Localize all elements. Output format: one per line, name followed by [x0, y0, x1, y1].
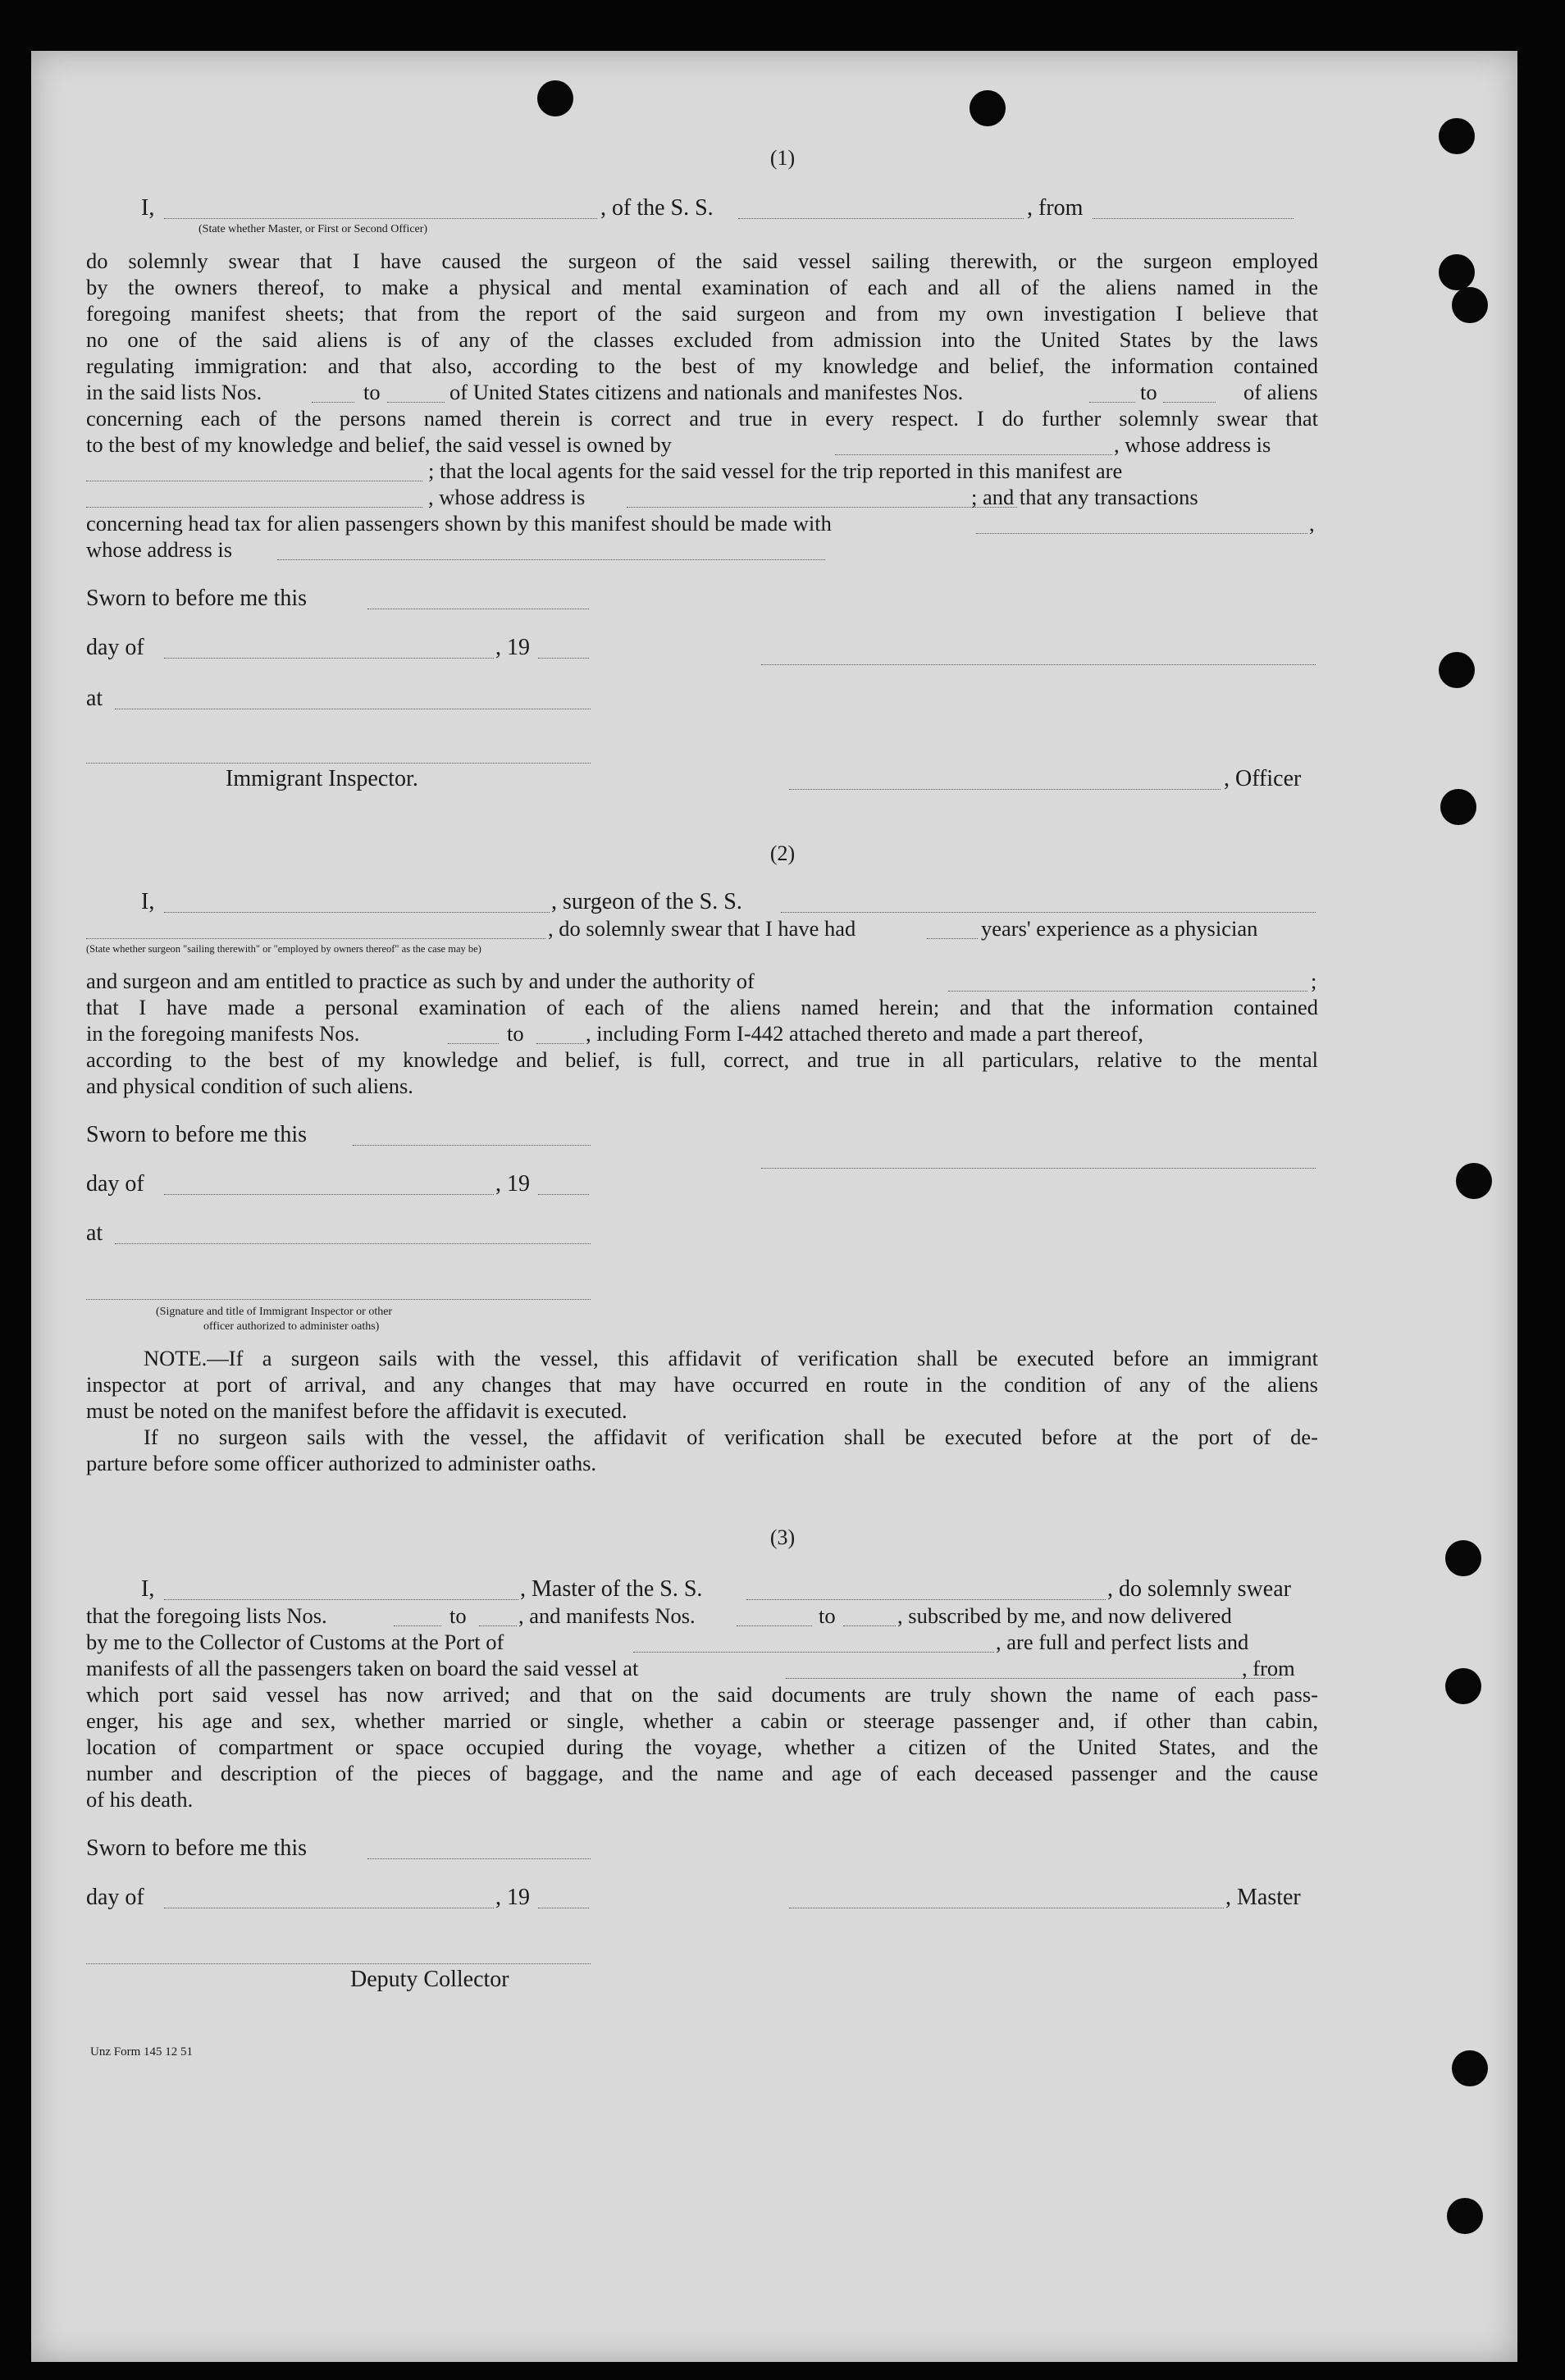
section-1-number: (1) — [769, 146, 796, 170]
s3-manifests-to-field[interactable] — [843, 1625, 896, 1626]
s3-master: , Master — [1225, 1885, 1301, 1910]
s1-whose-address: , whose address is — [1114, 432, 1271, 457]
s2-form-i442: , including Form I-442 attached thereto and made a part thereof, — [586, 1021, 1143, 1046]
s1-from: , from — [1027, 195, 1084, 221]
s3-lists-to-field[interactable] — [479, 1625, 517, 1626]
s3-manifests-from-field[interactable] — [737, 1625, 812, 1626]
s2-paragraph-line: that I have made a personal examination of each of the aliens named herein; and that the information contained — [86, 995, 1318, 1019]
s1-agents-address-field[interactable] — [627, 507, 1017, 508]
s2-years-field[interactable] — [927, 938, 978, 939]
punch-hole — [1439, 652, 1475, 688]
section-3-number: (3) — [769, 1525, 796, 1549]
s3-to-2: to — [819, 1603, 836, 1628]
s1-i: I, — [141, 195, 155, 221]
s1-note: (State whether Master, or First or Second Officer) — [198, 223, 428, 235]
s3-lists-nos: that the foregoing lists Nos. — [86, 1603, 327, 1628]
s2-note-line-last: must be noted on the manifest before the affidavit is executed. — [86, 1398, 627, 1423]
s2-surgeon-type-field[interactable] — [86, 938, 545, 939]
s3-vessel-field[interactable] — [746, 1599, 1106, 1600]
s2-sig-caption-2: officer authorized to administer oaths) — [203, 1320, 380, 1333]
s2-i: I, — [141, 889, 155, 914]
form-identifier: Unz Form 145 12 51 — [90, 2045, 193, 2059]
s3-sworn: Sworn to before me this — [86, 1835, 308, 1861]
s1-agents-address-label: , whose address is — [428, 485, 586, 509]
s3-master-name-field[interactable] — [164, 1599, 518, 1600]
s1-paragraph-line: regulating immigration: and that also, according to the best of my knowledge and belief, the information contained — [86, 353, 1318, 378]
s2-authority-field[interactable] — [948, 991, 1307, 992]
s3-full-perfect: , are full and perfect lists and — [996, 1630, 1249, 1654]
s3-boarding-port-field[interactable] — [786, 1678, 1281, 1679]
s2-day-of: day of — [86, 1171, 144, 1197]
s3-paragraph-line: location of compartment or space occupied during the voyage, whether a citizen of the United States, and the — [86, 1735, 1318, 1759]
s2-note: (State whether surgeon "sailing therewith" or "employed by owners thereof" as the case may be) — [86, 943, 481, 955]
s1-owned-by: to the best of my knowledge and belief, the said vessel is owned by — [86, 432, 672, 457]
s1-whose-address-2: whose address is — [86, 537, 233, 562]
s2-manifests-nos: in the foregoing manifests Nos. — [86, 1021, 360, 1046]
s1-inspector-signature-field[interactable] — [86, 763, 591, 764]
s1-head-tax-address-field[interactable] — [277, 559, 825, 560]
s3-paragraph-line: enger, his age and sex, whether married or single, whether a cabin or steerage passenger and, if other than cabin, — [86, 1708, 1318, 1733]
punch-hole — [970, 90, 1006, 126]
s3-port-field[interactable] — [633, 1652, 994, 1653]
s2-to: to — [507, 1021, 524, 1046]
s2-year: , 19 — [495, 1171, 530, 1197]
s3-subscribed: , subscribed by me, and now delivered — [897, 1603, 1232, 1628]
s3-swear: , do solemnly swear — [1107, 1576, 1291, 1602]
s2-authority: and surgeon and am entitled to practice as such by and under the authority of — [86, 969, 755, 993]
s1-manifests-from-field[interactable] — [1089, 402, 1135, 403]
s1-head-tax-field[interactable] — [976, 533, 1307, 534]
s2-surgeon-of: , surgeon of the S. S. — [551, 889, 742, 914]
s2-surgeon-signature-field[interactable] — [761, 1168, 1316, 1169]
s1-year-field[interactable] — [538, 658, 589, 659]
punch-hole — [1447, 2198, 1483, 2234]
s3-lists-from-field[interactable] — [394, 1625, 441, 1626]
s1-immigrant-inspector: Immigrant Inspector. — [226, 766, 418, 791]
s1-at: at — [86, 686, 103, 711]
s1-paragraph-line: foregoing manifest sheets; that from the report of the said surgeon and from my own investigation I believe that — [86, 301, 1318, 326]
s1-lists-to: to — [363, 380, 381, 404]
s1-lists-from-field[interactable] — [312, 402, 354, 403]
s3-deputy-collector: Deputy Collector — [350, 1967, 509, 1992]
s3-manifests-nos: , and manifests Nos. — [518, 1603, 696, 1628]
s1-master-signature-field[interactable] — [761, 664, 1316, 665]
s2-sworn-field[interactable] — [353, 1145, 591, 1146]
s1-of-aliens: of aliens — [1243, 380, 1318, 404]
s1-officer-field[interactable] — [789, 789, 1221, 790]
section-2-number: (2) — [769, 841, 796, 865]
s1-comma: , — [1309, 511, 1315, 536]
s2-manifests-from-field[interactable] — [448, 1043, 499, 1044]
s3-from: , from — [1242, 1656, 1295, 1680]
s1-paragraph-line: by the owners thereof, to make a physical and mental examination of each and all of the aliens named in the — [86, 275, 1318, 299]
punch-hole — [1439, 254, 1475, 290]
s2-inspector-signature-field[interactable] — [86, 1299, 591, 1300]
s1-day-of: day of — [86, 635, 144, 660]
punch-hole — [1445, 1668, 1481, 1704]
s3-paragraph-line: number and description of the pieces of baggage, and the name and age of each deceased passenger and the cause — [86, 1761, 1318, 1785]
s2-note-line: NOTE.—If a surgeon sails with the vessel, this affidavit of verification shall be executed before an immigrant — [144, 1346, 1318, 1370]
s3-paragraph-last: of his death. — [86, 1787, 194, 1812]
s3-deputy-signature-field[interactable] — [86, 1963, 591, 1964]
s2-manifests-to-field[interactable] — [536, 1043, 584, 1044]
s2-years-experience: years' experience as a physician — [981, 916, 1258, 941]
s3-day-of: day of — [86, 1885, 144, 1910]
s3-paragraph-line: which port said vessel has now arrived; and that on the said documents are truly shown the name of each pass- — [86, 1682, 1318, 1707]
s2-sig-caption-1: (Signature and title of Immigrant Inspector or other — [156, 1306, 393, 1318]
s2-day-field[interactable] — [164, 1194, 494, 1195]
s3-to-1: to — [449, 1603, 467, 1628]
s1-of-ss: , of the S. S. — [600, 195, 714, 221]
s1-year: , 19 — [495, 635, 530, 660]
s3-sworn-field[interactable] — [367, 1858, 591, 1859]
s3-collector: by me to the Collector of Customs at the Port of — [86, 1630, 504, 1654]
s2-note-line: If no surgeon sails with the vessel, the affidavit of verification shall be executed before at the port of de- — [144, 1425, 1318, 1449]
s1-citizens: of United States citizens and nationals and manifestes Nos. — [449, 380, 964, 404]
s2-note-line-last: parture before some officer authorized to administer oaths. — [86, 1451, 597, 1475]
s1-from-field[interactable] — [1093, 218, 1294, 219]
s1-transactions: ; and that any transactions — [971, 485, 1198, 509]
s1-local-agents: ; that the local agents for the said vessel for the trip reported in this manifest are — [428, 458, 1123, 483]
s3-year: , 19 — [495, 1885, 530, 1910]
s3-i: I, — [141, 1576, 155, 1602]
s3-manifests-all: manifests of all the passengers taken on board the said vessel at — [86, 1656, 639, 1680]
s2-at: at — [86, 1220, 103, 1246]
s2-semicolon: ; — [1311, 969, 1317, 993]
punch-hole — [1452, 287, 1488, 323]
s1-day-field[interactable] — [164, 658, 494, 659]
s2-year-field[interactable] — [538, 1194, 589, 1195]
s1-manifests-to-field[interactable] — [1163, 402, 1216, 403]
s1-agents-field[interactable] — [86, 507, 422, 508]
s1-officer: , Officer — [1224, 766, 1302, 791]
s1-sworn: Sworn to before me this — [86, 586, 308, 611]
s1-vessel-field[interactable] — [738, 218, 1024, 219]
s1-lists-nos: in the said lists Nos. — [86, 380, 262, 404]
s1-lists-to-field[interactable] — [387, 402, 445, 403]
s1-owner-field[interactable] — [835, 454, 1112, 455]
s3-master-of: , Master of the S. S. — [520, 1576, 703, 1602]
s1-paragraph-line: do solemnly swear that I have caused the surgeon of the said vessel sailing therewith, or the surgeon employed — [86, 248, 1318, 273]
s1-head-tax: concerning head tax for alien passengers shown by this manifest should be made with — [86, 511, 832, 536]
punch-hole — [1452, 2050, 1488, 2086]
s2-paragraph-last: and physical condition of such aliens. — [86, 1074, 413, 1098]
punch-hole — [1456, 1163, 1492, 1199]
s2-note-line: inspector at port of arrival, and any changes that may have occurred en route in the condition of any of the aliens — [86, 1372, 1318, 1397]
punch-hole — [1440, 789, 1476, 825]
s2-at-field[interactable] — [115, 1243, 591, 1244]
s1-paragraph-line: concerning each of the persons named therein is correct and true in every respect. I do further solemnly swear that — [86, 406, 1318, 431]
s1-manifests-to: to — [1140, 380, 1157, 404]
s2-vessel-field[interactable] — [781, 912, 1316, 913]
s2-sworn: Sworn to before me this — [86, 1122, 308, 1147]
s2-surgeon-name-field[interactable] — [164, 912, 550, 913]
s1-officer-rank-field[interactable] — [164, 218, 597, 219]
s1-paragraph-line: no one of the said aliens is of any of the classes excluded from admission into the United States by the laws — [86, 327, 1318, 352]
punch-hole — [537, 80, 573, 116]
s2-swear: , do solemnly swear that I have had — [548, 916, 856, 941]
s2-paragraph-line: according to the best of my knowledge and belief, is full, correct, and true in all particulars, relative to the mental — [86, 1047, 1318, 1072]
